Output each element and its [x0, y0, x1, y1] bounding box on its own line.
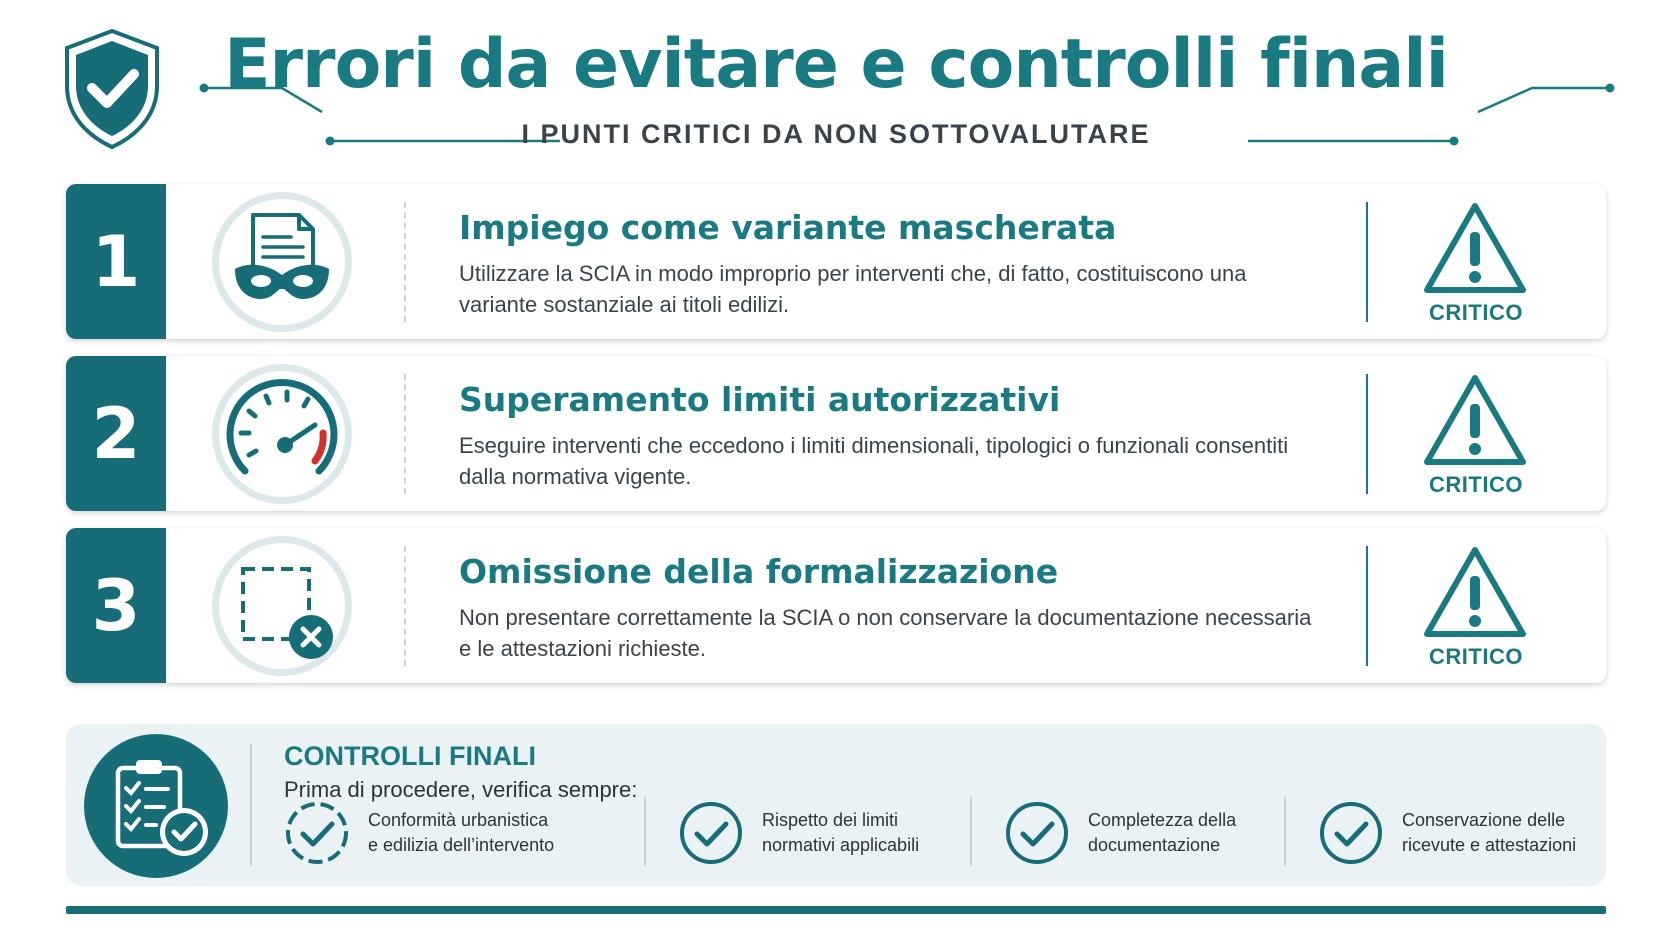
- check-item-label: Completezza della documentazione: [1088, 810, 1237, 855]
- clipboard-check-icon: [84, 734, 228, 878]
- error-number: 3: [66, 528, 166, 683]
- critical-badge: CRITICO: [1429, 472, 1523, 497]
- check-item-label: Conformità urbanistica e edilizia dell’intervento: [368, 810, 555, 855]
- warning-icon: [1422, 372, 1528, 468]
- error-number: 1: [66, 184, 166, 339]
- check-circle-icon: [678, 800, 744, 866]
- error-row-3: [66, 528, 1606, 683]
- final-checks-subtitle: Prima di procedere, verifica sempre:: [284, 777, 638, 802]
- dashed-divider: [404, 374, 406, 494]
- error-description: Non presentare correttamente la SCIA o non conservare la documentazione necessaria e le attestazioni richieste.: [459, 605, 1312, 661]
- dashed-divider: [404, 202, 406, 322]
- divider: [644, 796, 646, 866]
- divider: [970, 796, 972, 866]
- icon-circle: [212, 192, 352, 332]
- error-row-1: [66, 184, 1606, 339]
- speedometer-icon: [219, 371, 345, 497]
- check-item-label: Conservazione delle ricevute e attestazioni: [1402, 810, 1577, 855]
- icon-circle: [212, 536, 352, 676]
- critical-badge: CRITICO: [1429, 644, 1523, 669]
- warning-icon: [1422, 544, 1528, 640]
- error-title: Impiego come variante mascherata: [459, 208, 1117, 247]
- error-description: Utilizzare la SCIA in modo improprio per interventi che, di fatto, costituiscono una variante sostanziale ai titoli edilizi.: [459, 261, 1247, 317]
- divider: [250, 744, 252, 866]
- error-title: Omissione della formalizzazione: [459, 552, 1059, 591]
- critical-badge: CRITICO: [1429, 300, 1523, 325]
- error-description: Eseguire interventi che eccedono i limiti dimensionali, tipologici o funzionali consentiti dalla normativa vigente.: [459, 433, 1289, 489]
- dashed-check-icon: [284, 800, 350, 866]
- page-title: Errori da evitare e controlli finali: [224, 25, 1448, 104]
- warning-icon: [1422, 200, 1528, 296]
- divider: [1366, 374, 1368, 494]
- divider: [1366, 202, 1368, 322]
- error-row-2: [66, 356, 1606, 511]
- check-item-label: Rispetto dei limiti normativi applicabili: [762, 810, 920, 855]
- error-number: 2: [66, 356, 166, 511]
- missing-document-icon: [219, 543, 345, 669]
- icon-circle: [212, 364, 352, 504]
- divider: [1284, 796, 1286, 866]
- page-subtitle: I PUNTI CRITICI DA NON SOTTOVALUTARE: [521, 119, 1151, 149]
- error-title: Superamento limiti autorizzativi: [459, 380, 1061, 419]
- document-mask-icon: [219, 199, 345, 325]
- divider: [1366, 546, 1368, 666]
- dashed-divider: [404, 546, 406, 666]
- check-circle-icon: [1318, 800, 1384, 866]
- bottom-bar: [66, 906, 1606, 914]
- final-checks-title: CONTROLLI FINALI: [284, 741, 536, 771]
- check-circle-icon: [1004, 800, 1070, 866]
